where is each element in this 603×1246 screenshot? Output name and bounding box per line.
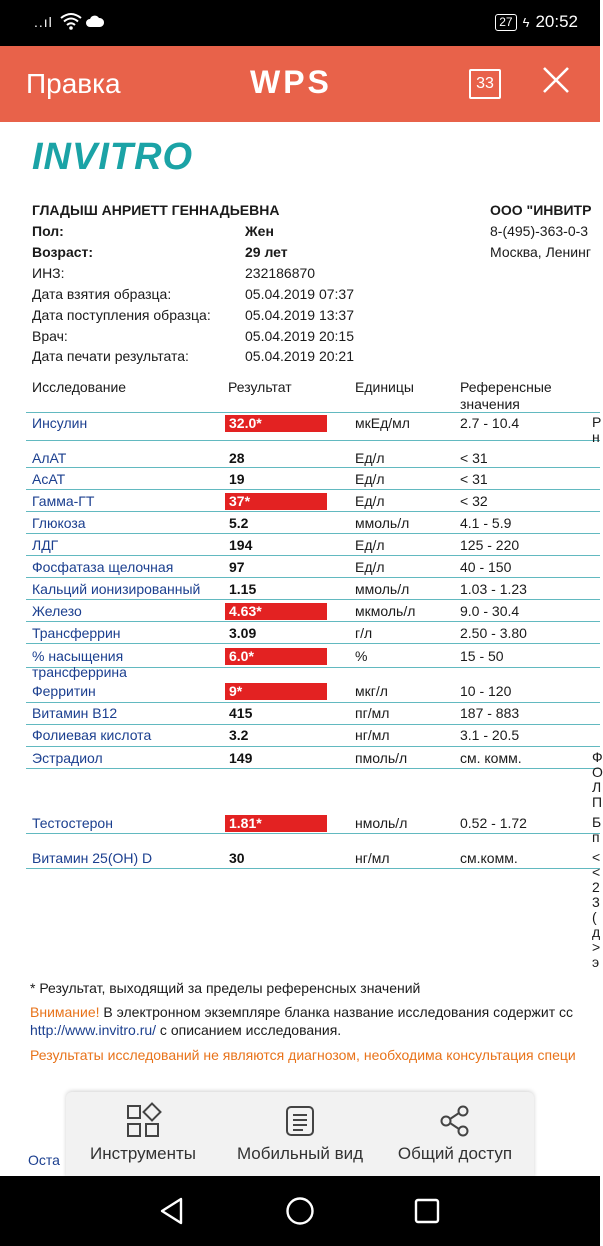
patient-name: ГЛАДЫШ АНРИЕТТ ГЕННАДЬЕВНА: [32, 202, 280, 218]
result-value: 19: [229, 471, 245, 487]
field-value: 05.04.2019 07:37: [245, 286, 354, 302]
attention-tail: с описанием исследования.: [156, 1022, 342, 1038]
col-header-reference: Референсные: [460, 379, 552, 395]
result-unit: нмоль/л: [355, 815, 408, 831]
field-label: Пол:: [32, 223, 64, 239]
col-header-test: Исследование: [32, 379, 127, 395]
reference-range: 125 - 220: [460, 537, 520, 553]
attention-label: Внимание!: [30, 1004, 100, 1020]
result-value: 28: [229, 450, 245, 466]
grid-tools-icon: [126, 1104, 160, 1138]
reference-range: см. комм.: [460, 750, 522, 766]
recents-icon[interactable]: [414, 1198, 440, 1229]
attention-note: [30, 1004, 573, 1020]
result-flagged: 1.81*: [225, 815, 327, 832]
test-name: Инсулин: [32, 415, 88, 431]
result-flagged: 32.0*: [225, 415, 327, 432]
col-header-units: Единицы: [355, 379, 414, 395]
page-count-button[interactable]: 33: [469, 69, 501, 99]
nav-bar: [0, 1176, 600, 1246]
result-unit: пг/мл: [355, 705, 390, 721]
row-separator: [26, 724, 600, 725]
home-icon[interactable]: [285, 1196, 315, 1231]
row-separator: [26, 440, 600, 441]
result-flagged: 4.63*: [225, 603, 327, 620]
row-separator: [26, 511, 600, 512]
row-separator: [26, 412, 600, 413]
result-unit: нг/мл: [355, 850, 390, 866]
row-separator: [26, 746, 600, 747]
result-flagged: 9*: [225, 683, 327, 700]
mobile-view-icon: [283, 1104, 317, 1138]
result-unit: Ед/л: [355, 450, 385, 466]
edit-button[interactable]: Правка: [26, 68, 121, 99]
org-name: ООО "ИНВИТР: [490, 202, 592, 218]
test-name: Глюкоза: [32, 515, 86, 531]
test-name: Ферритин: [32, 683, 96, 699]
result-value: 149: [229, 750, 253, 766]
org-phone: 8-(495)-363-0-3: [490, 223, 589, 239]
test-name: Фолиевая кислота: [32, 727, 152, 743]
test-name: ЛДГ: [32, 537, 59, 553]
result-flagged: 6.0*: [225, 648, 327, 665]
result-value: 1.15: [229, 581, 257, 597]
reference-range: 2.50 - 3.80: [460, 625, 527, 641]
reference-range: 2.7 - 10.4: [460, 415, 520, 431]
status-bar: [0, 0, 600, 46]
row-separator: [26, 577, 600, 578]
result-unit: ммоль/л: [355, 581, 410, 597]
reference-range: 0.52 - 1.72: [460, 815, 527, 831]
test-name: Витамин В12: [32, 705, 118, 721]
row-separator: [26, 868, 600, 869]
comment-cut: < < 2 3 ( д > э: [592, 849, 601, 970]
test-name: Кальций ионизированный: [32, 581, 201, 597]
result-value: 415: [229, 705, 253, 721]
result-value: 194: [229, 537, 253, 553]
row-separator: [26, 467, 600, 468]
field-label: Дата поступления образца:: [32, 307, 211, 323]
result-unit: Ед/л: [355, 559, 385, 575]
share-icon: [438, 1104, 472, 1138]
field-value: 29 лет: [245, 244, 288, 260]
result-value: 97: [229, 559, 245, 575]
test-name: % насыщения трансферрина: [32, 648, 127, 680]
reference-range: см.комм.: [460, 850, 518, 866]
field-label: Дата печати результата:: [32, 348, 189, 364]
row-separator: [26, 489, 600, 490]
share-button[interactable]: [390, 1092, 520, 1178]
test-name: Эстрадиол: [32, 750, 103, 766]
row-separator: [26, 599, 600, 600]
close-icon[interactable]: [542, 66, 570, 100]
field-label: Возраст:: [32, 244, 94, 260]
test-name: Витамин 25(OH) D: [32, 850, 153, 866]
row-separator: [26, 768, 600, 769]
disclaimer: Результаты исследований не являются диагнозом, необходима консультация специ: [30, 1047, 576, 1063]
reference-range: 40 - 150: [460, 559, 512, 575]
row-separator: [26, 643, 600, 644]
test-name: АсАТ: [32, 471, 66, 487]
field-value: 05.04.2019 13:37: [245, 307, 354, 323]
reference-range: 187 - 883: [460, 705, 520, 721]
result-value: 3.09: [229, 625, 257, 641]
battery-icon: 27: [495, 14, 516, 31]
result-unit: мкмоль/л: [355, 603, 416, 619]
wifi-icon: [60, 12, 82, 35]
wps-logo: WPS: [250, 64, 332, 100]
row-separator: [26, 833, 600, 834]
tools-label: Инструменты: [89, 1144, 196, 1163]
row-separator: [26, 702, 600, 703]
result-unit: нг/мл: [355, 727, 390, 743]
result-unit: мкг/л: [355, 683, 388, 699]
field-label: Дата взятия образца:: [32, 286, 172, 302]
result-unit: Ед/л: [355, 537, 385, 553]
reference-range: 3.1 - 20.5: [460, 727, 520, 743]
cloud-icon: [86, 14, 104, 33]
test-name: Железо: [32, 603, 82, 619]
result-unit: ммоль/л: [355, 515, 410, 531]
share-label: Общий доступ: [397, 1144, 513, 1163]
col-header-result: Результат: [228, 379, 292, 395]
reference-range: < 31: [460, 450, 488, 466]
result-value: 30: [229, 850, 245, 866]
mobile-view-label: Мобильный вид: [236, 1144, 364, 1163]
field-value: Жен: [245, 223, 274, 239]
comment-cut: Р н: [592, 414, 602, 445]
charging-icon: ϟ: [522, 14, 530, 30]
clock: 20:52: [535, 12, 578, 31]
field-label: Врач:: [32, 328, 68, 344]
result-value: 3.2: [229, 727, 249, 743]
result-flagged: 37*: [225, 493, 327, 510]
field-value: 05.04.2019 20:15: [245, 328, 354, 344]
test-name: Гамма-ГТ: [32, 493, 95, 509]
org-address: Москва, Ленинг: [490, 244, 591, 260]
field-label: ИНЗ:: [32, 265, 65, 281]
result-value: 5.2: [229, 515, 249, 531]
reference-range: 1.03 - 1.23: [460, 581, 527, 597]
bottom-toolbar: [66, 1092, 534, 1178]
field-value: 232186870: [245, 265, 316, 281]
result-unit: %: [355, 648, 368, 664]
attention-text: В электронном экземпляре бланка название исследования содержит сс: [99, 1004, 573, 1020]
row-separator: [26, 533, 600, 534]
result-unit: Ед/л: [355, 493, 385, 509]
signal-icon: ..ıl: [34, 14, 53, 30]
test-name: Трансферрин: [32, 625, 121, 641]
document-view[interactable]: [0, 122, 603, 1176]
mobile-view-button[interactable]: [224, 1092, 376, 1178]
reference-range: 15 - 50: [460, 648, 504, 664]
comment-cut: Ф О Л П: [592, 749, 603, 810]
row-separator: [26, 621, 600, 622]
invitro-link[interactable]: http://www.invitro.ru/: [30, 1022, 157, 1038]
test-name: Тестостерон: [32, 815, 113, 831]
result-unit: Ед/л: [355, 471, 385, 487]
result-unit: г/л: [355, 625, 373, 641]
attention-note-2: [30, 1022, 341, 1038]
reference-range: 4.1 - 5.9: [460, 515, 512, 531]
comment-cut: Б п: [592, 814, 602, 845]
reference-range: < 32: [460, 493, 488, 509]
field-value: 05.04.2019 20:21: [245, 348, 354, 364]
cut-text: Оста: [28, 1152, 60, 1168]
back-icon[interactable]: [158, 1196, 186, 1231]
test-name: Фосфатаза щелочная: [32, 559, 174, 575]
invitro-logo: INVITRO: [32, 136, 194, 178]
app-bar: [0, 46, 600, 122]
reference-range: 10 - 120: [460, 683, 512, 699]
reference-range: < 31: [460, 471, 488, 487]
result-unit: мкЕд/мл: [355, 415, 410, 431]
row-separator: [26, 555, 600, 556]
footnote: * Результат, выходящий за пределы референсных значений: [30, 980, 421, 996]
result-unit: пмоль/л: [355, 750, 408, 766]
tools-button[interactable]: [80, 1092, 206, 1178]
col-header-reference-2: значения: [460, 396, 520, 412]
reference-range: 9.0 - 30.4: [460, 603, 520, 619]
test-name: АлАТ: [32, 450, 67, 466]
